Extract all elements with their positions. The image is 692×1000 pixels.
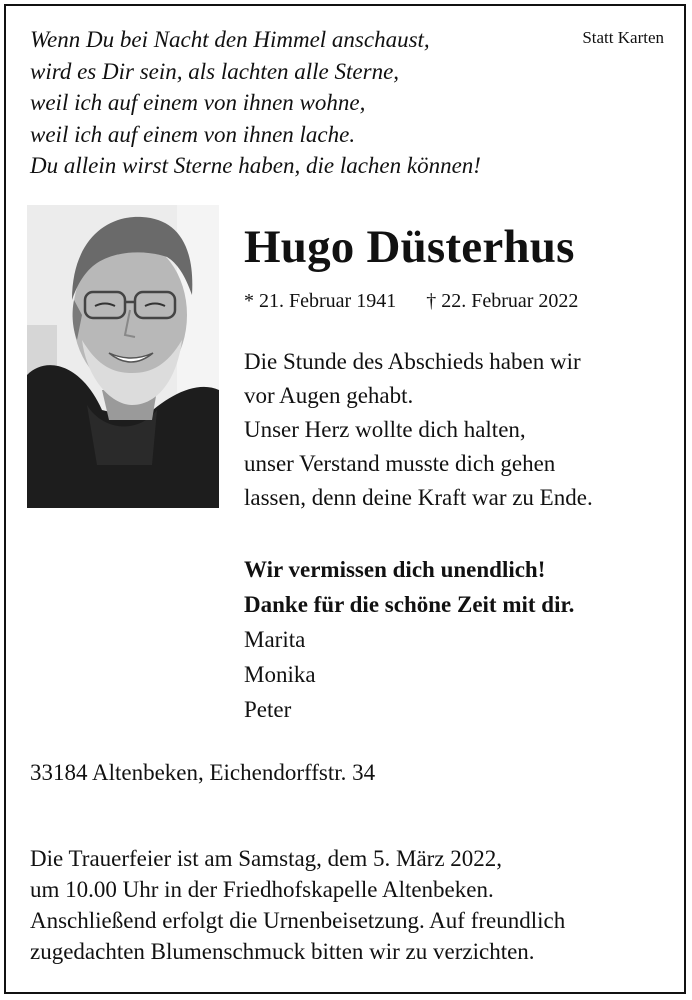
closing-line: Danke für die schöne Zeit mit dir. xyxy=(244,592,575,617)
poem-line: Du allein wirst Sterne haben, die lachen können! xyxy=(30,153,481,178)
mourner-name: Peter xyxy=(244,697,292,722)
portrait-image xyxy=(27,205,219,508)
closing-line: Wir vermissen dich unendlich! xyxy=(244,557,546,582)
verse-line: Unser Herz wollte dich halten, xyxy=(244,417,526,442)
birth-date: * 21. Februar 1941 xyxy=(244,290,397,312)
closing-block xyxy=(244,552,574,727)
funeral-notice xyxy=(30,843,565,967)
deceased-name: Hugo Düsterhus xyxy=(244,221,575,273)
mourner-name: Marita xyxy=(244,627,306,652)
notice-line: um 10.00 Uhr in der Friedhofskapelle Altenbeken. xyxy=(30,877,494,902)
poem-line: weil ich auf einem von ihnen lache. xyxy=(30,121,356,147)
family-address: 33184 Altenbeken, Eichendorffstr. 34 xyxy=(30,760,376,785)
farewell-verse xyxy=(244,345,593,515)
portrait-photo xyxy=(27,205,219,508)
verse-line: unser Verstand musste dich gehen xyxy=(244,451,556,476)
notice-line: Die Trauerfeier ist am Samstag, dem 5. März 2022, xyxy=(30,846,503,871)
verse-line: Die Stunde des Abschieds haben wir xyxy=(244,349,581,374)
verse-line: lassen, denn deine Kraft war zu Ende. xyxy=(244,485,593,510)
mourner-name: Monika xyxy=(244,662,316,687)
notice-line: zugedachten Blumenschmuck bitten wir zu verzichten. xyxy=(30,939,535,964)
life-dates xyxy=(244,290,578,313)
death-date: † 22. Februar 2022 xyxy=(426,290,579,312)
poem-line: weil ich auf einem von ihnen wohne, xyxy=(30,90,366,115)
poem-line: Wenn Du bei Nacht den Himmel anschaust, xyxy=(30,27,430,52)
statt-karten-label: Statt Karten xyxy=(582,28,664,47)
poem xyxy=(30,24,481,182)
poem-line: wird es Dir sein, als lachten alle Sterne, xyxy=(30,58,400,84)
notice-line: Anschließend erfolgt die Urnenbeisetzung. Auf freundlich xyxy=(30,908,566,933)
verse-line: vor Augen gehabt. xyxy=(244,383,414,408)
